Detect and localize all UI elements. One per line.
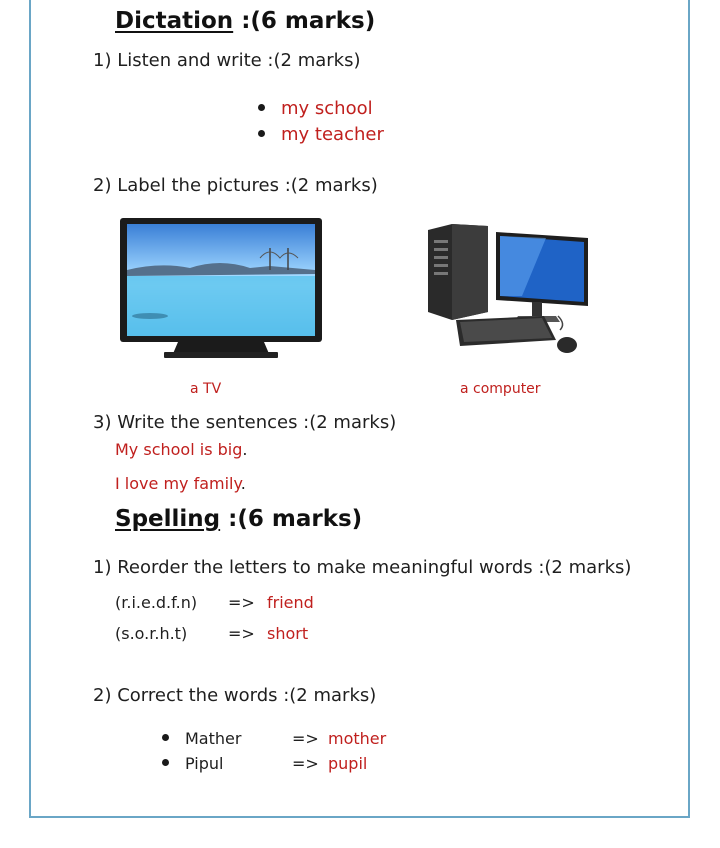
computer-caption: a computer <box>460 381 541 397</box>
bullet-icon <box>258 130 265 137</box>
dictation-heading-marks: :(6 marks) <box>241 8 376 34</box>
dictation-heading-word: Dictation <box>115 8 234 34</box>
spelling-question-1: 1) Reorder the letters to make meaningful words :(2 marks) <box>93 557 632 578</box>
list-item <box>258 124 384 145</box>
list-item <box>258 98 373 119</box>
tv-image <box>120 218 322 360</box>
answer-text: my teacher <box>281 124 384 145</box>
spelling-question-2: 2) Correct the words :(2 marks) <box>93 685 377 706</box>
sentence-punct: . <box>242 440 248 459</box>
arrow-text: => <box>292 754 319 773</box>
dictation-question-1: 1) Listen and write :(2 marks) <box>93 50 361 71</box>
sentence-text: I love my family <box>115 474 241 493</box>
list-item <box>162 729 241 748</box>
spelling-heading-marks: :(6 marks) <box>228 506 363 532</box>
arrow-text: => <box>228 624 255 643</box>
wrong-word: Pipul <box>185 754 224 773</box>
reorder-letters: (r.i.e.d.f.n) <box>115 593 198 612</box>
list-item <box>162 754 223 773</box>
sentence-answer <box>115 440 247 459</box>
tv-caption: a TV <box>190 381 222 397</box>
sentence-text: My school is big <box>115 440 243 459</box>
dictation-heading <box>115 8 375 34</box>
dictation-question-2: 2) Label the pictures :(2 marks) <box>93 175 378 196</box>
bullet-icon <box>162 734 169 741</box>
reorder-answer: short <box>267 624 309 643</box>
computer-image <box>426 220 590 360</box>
answer-text: my school <box>281 98 373 119</box>
spelling-heading-word: Spelling <box>115 506 221 532</box>
arrow-text: => <box>228 593 255 612</box>
bullet-icon <box>258 104 265 111</box>
wrong-word: Mather <box>185 729 242 748</box>
spelling-heading <box>115 506 362 532</box>
reorder-answer: friend <box>267 593 314 612</box>
sentence-answer <box>115 474 246 493</box>
corrected-word: pupil <box>328 754 368 773</box>
sentence-punct: . <box>240 474 246 493</box>
corrected-word: mother <box>328 729 387 748</box>
arrow-text: => <box>292 729 319 748</box>
reorder-letters: (s.o.r.h.t) <box>115 624 188 643</box>
dictation-question-3: 3) Write the sentences :(2 marks) <box>93 412 397 433</box>
bullet-icon <box>162 759 169 766</box>
